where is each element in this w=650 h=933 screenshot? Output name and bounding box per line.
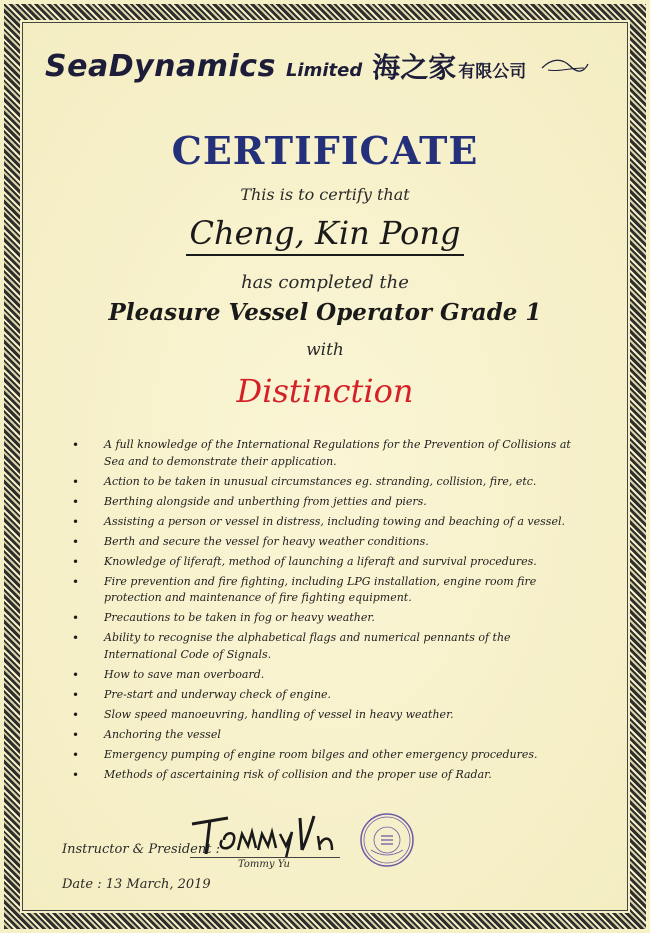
brand-limited: Limited <box>285 59 363 81</box>
with-line: with <box>306 340 344 360</box>
recipient-name-wrapper <box>0 214 650 252</box>
company-header <box>45 44 615 88</box>
list-item: • Berth and secure the vessel for heavy weather conditions. <box>62 534 582 551</box>
list-item: • A full knowledge of the International Regulations for the Prevention of Collisions at Sea and to demonstrate their application. <box>62 437 582 470</box>
list-item: • Action to be taken in unusual circumstances eg. stranding, collision, fire, etc. <box>62 474 582 491</box>
list-item: • Anchoring the vessel <box>62 727 582 744</box>
list-item: • Fire prevention and fire fighting, including LPG installation, engine room fire protection and maintenance of fire fighting equipment. <box>62 574 582 607</box>
brand-name: SeaDynamics <box>45 48 276 84</box>
company-seal-icon <box>359 812 415 868</box>
competency-list <box>62 437 582 787</box>
list-item: • Emergency pumping of engine room bilges and other emergency procedures. <box>62 747 582 764</box>
brand-chinese-suffix: 有限公司 <box>458 61 527 82</box>
grade-distinction: Distinction <box>236 372 414 410</box>
list-item: • Slow speed manoeuvring, handling of vessel in heavy weather. <box>62 707 582 724</box>
list-item: • Methods of ascertaining risk of collision and the proper use of Radar. <box>62 767 582 784</box>
handwritten-signature <box>188 810 348 860</box>
list-item: • Ability to recognise the alphabetical flags and numerical pennants of the International Code of Signals. <box>62 630 582 663</box>
course-name: Pleasure Vessel Operator Grade 1 <box>108 299 542 326</box>
list-item: • Assisting a person or vessel in distress, including towing and beaching of a vessel. <box>62 514 582 531</box>
signature-label: Instructor & President : <box>62 842 220 857</box>
certificate-date: Date : 13 March, 2019 <box>62 877 211 892</box>
list-item: • Pre-start and underway check of engine. <box>62 687 582 704</box>
certify-line: This is to certify that <box>240 185 410 204</box>
wave-logo-icon <box>540 56 590 76</box>
list-item: • Precautions to be taken in fog or heavy weather. <box>62 610 582 627</box>
list-item: • Berthing alongside and unberthing from jetties and piers. <box>62 494 582 511</box>
recipient-name: Cheng, Kin Pong <box>186 214 465 256</box>
certificate-title: CERTIFICATE <box>171 128 479 173</box>
signatory-printed-name: Tommy Yu <box>238 859 290 870</box>
signature-line <box>190 857 340 858</box>
brand-chinese-name: 海之家 <box>372 51 457 84</box>
list-item: • How to save man overboard. <box>62 667 582 684</box>
completed-line: has completed the <box>241 272 409 293</box>
list-item: • Knowledge of liferaft, method of launching a liferaft and survival procedures. <box>62 554 582 571</box>
